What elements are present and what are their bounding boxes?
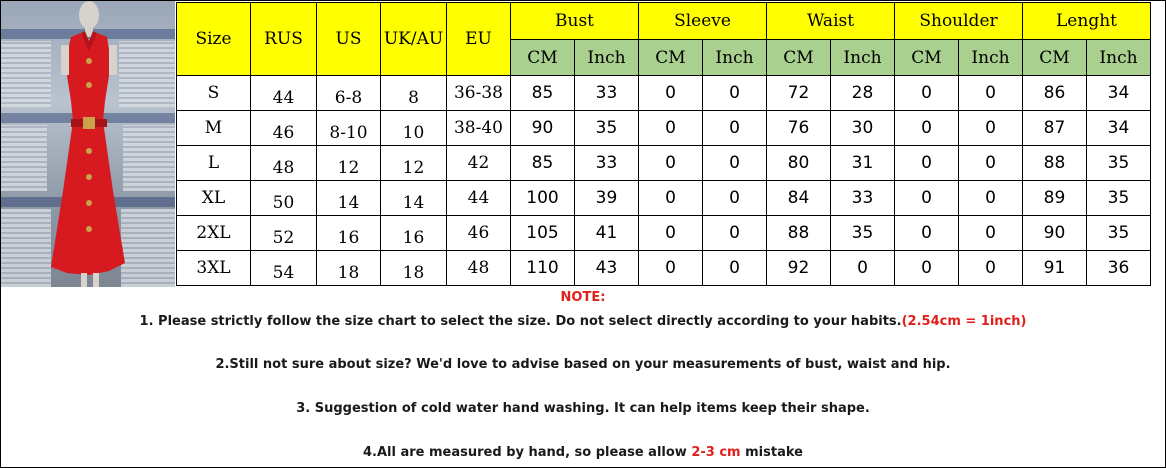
cell-sleeve-cm: 0 (639, 251, 703, 286)
cell-sleeve-inch: 0 (703, 251, 767, 286)
size-chart-table (176, 2, 1151, 286)
note-line-1-text: 1. Please strictly follow the size chart to select the size. Do not select directly according to your habits. (139, 314, 902, 329)
cell-shoulder-cm: 0 (895, 251, 959, 286)
cell-eu: 36-38 (447, 76, 511, 111)
cell-waist-cm: 88 (767, 216, 831, 251)
cell-shoulder-cm: 0 (895, 216, 959, 251)
cell-rus: 50 (251, 181, 317, 216)
cell-waist-cm: 72 (767, 76, 831, 111)
cell-bust-cm: 85 (511, 146, 575, 181)
note-line-2: 2.Still not sure about size? We'd love to advise based on your measurements of bust, waist and hip. (215, 357, 951, 372)
cell-length-cm: 88 (1023, 146, 1087, 181)
table-row (177, 76, 1151, 111)
size-rows (177, 76, 1151, 286)
cell-length-cm: 89 (1023, 181, 1087, 216)
cell-rus: 48 (251, 146, 317, 181)
cell-waist-inch: 31 (831, 146, 895, 181)
cell-size: XL (177, 181, 251, 216)
cell-waist-inch: 33 (831, 181, 895, 216)
cell-sleeve-inch: 0 (703, 216, 767, 251)
cell-shoulder-inch: 0 (959, 146, 1023, 181)
cell-length-inch: 35 (1087, 146, 1151, 181)
cell-shoulder-inch: 0 (959, 76, 1023, 111)
note-line-4-end: mistake (740, 445, 803, 460)
note-line-4 (0, 445, 1166, 460)
cell-ukau: 10 (381, 111, 447, 146)
cell-length-inch: 35 (1087, 216, 1151, 251)
cell-waist-cm: 76 (767, 111, 831, 146)
cell-bust-cm: 105 (511, 216, 575, 251)
cell-bust-inch: 41 (575, 216, 639, 251)
cell-shoulder-inch: 0 (959, 251, 1023, 286)
cell-shoulder-cm: 0 (895, 111, 959, 146)
cell-sleeve-cm: 0 (639, 76, 703, 111)
cell-us: 6-8 (317, 76, 381, 111)
cell-sleeve-inch: 0 (703, 111, 767, 146)
unit-header: CM (639, 40, 703, 76)
cell-us: 12 (317, 146, 381, 181)
header-ukau: UK/AU (381, 3, 447, 76)
header-shoulder: Shoulder (895, 3, 1023, 40)
cell-size: 2XL (177, 216, 251, 251)
cell-shoulder-cm: 0 (895, 146, 959, 181)
cell-waist-inch: 0 (831, 251, 895, 286)
cell-rus: 46 (251, 111, 317, 146)
product-photo (1, 1, 175, 287)
cell-bust-inch: 33 (575, 76, 639, 111)
cell-sleeve-cm: 0 (639, 146, 703, 181)
unit-header: Inch (575, 40, 639, 76)
cell-sleeve-inch: 0 (703, 76, 767, 111)
cell-ukau: 12 (381, 146, 447, 181)
cell-us: 18 (317, 251, 381, 286)
cell-eu: 44 (447, 181, 511, 216)
cell-shoulder-cm: 0 (895, 76, 959, 111)
header-waist: Waist (767, 3, 895, 40)
cell-ukau: 18 (381, 251, 447, 286)
table-row (177, 216, 1151, 251)
cell-us: 8-10 (317, 111, 381, 146)
header-sleeve: Sleeve (639, 3, 767, 40)
unit-header: Inch (959, 40, 1023, 76)
header-us: US (317, 3, 381, 76)
cell-us: 16 (317, 216, 381, 251)
cell-size: 3XL (177, 251, 251, 286)
header-eu: EU (447, 3, 511, 76)
cell-length-inch: 35 (1087, 181, 1151, 216)
table-row (177, 181, 1151, 216)
cell-sleeve-cm: 0 (639, 181, 703, 216)
header-rus: RUS (251, 3, 317, 76)
cell-length-inch: 36 (1087, 251, 1151, 286)
cell-us: 14 (317, 181, 381, 216)
cell-size: S (177, 76, 251, 111)
unit-header: CM (767, 40, 831, 76)
cell-bust-inch: 43 (575, 251, 639, 286)
table-row (177, 251, 1151, 286)
note-line-1 (0, 314, 1166, 329)
cell-length-inch: 34 (1087, 76, 1151, 111)
table-row (177, 111, 1151, 146)
cell-length-cm: 91 (1023, 251, 1087, 286)
cell-sleeve-cm: 0 (639, 111, 703, 146)
cell-length-cm: 90 (1023, 216, 1087, 251)
header-length: Lenght (1023, 3, 1151, 40)
note-line-4-text: 4.All are measured by hand, so please allow (363, 445, 692, 460)
table-row (177, 146, 1151, 181)
cell-bust-inch: 39 (575, 181, 639, 216)
unit-header: Inch (1087, 40, 1151, 76)
cell-length-cm: 86 (1023, 76, 1087, 111)
cell-sleeve-inch: 0 (703, 146, 767, 181)
cell-ukau: 8 (381, 76, 447, 111)
unit-header: Inch (831, 40, 895, 76)
red-dress-figure (1, 1, 175, 287)
cell-ukau: 14 (381, 181, 447, 216)
unit-header: Inch (703, 40, 767, 76)
cell-length-inch: 34 (1087, 111, 1151, 146)
unit-header: CM (895, 40, 959, 76)
note-line-1-highlight: (2.54cm = 1inch) (901, 314, 1027, 329)
cell-eu: 42 (447, 146, 511, 181)
cell-waist-cm: 92 (767, 251, 831, 286)
cell-waist-inch: 30 (831, 111, 895, 146)
cell-bust-cm: 110 (511, 251, 575, 286)
note-line-3: 3. Suggestion of cold water hand washing. It can help items keep their shape. (296, 401, 870, 416)
cell-size: M (177, 111, 251, 146)
cell-bust-cm: 100 (511, 181, 575, 216)
cell-rus: 44 (251, 76, 317, 111)
cell-rus: 54 (251, 251, 317, 286)
cell-shoulder-cm: 0 (895, 181, 959, 216)
unit-header: CM (511, 40, 575, 76)
cell-waist-cm: 84 (767, 181, 831, 216)
cell-eu: 48 (447, 251, 511, 286)
cell-sleeve-cm: 0 (639, 216, 703, 251)
header-bust: Bust (511, 3, 639, 40)
cell-ukau: 16 (381, 216, 447, 251)
cell-waist-cm: 80 (767, 146, 831, 181)
header-size: Size (177, 3, 251, 76)
cell-rus: 52 (251, 216, 317, 251)
cell-shoulder-inch: 0 (959, 111, 1023, 146)
cell-length-cm: 87 (1023, 111, 1087, 146)
cell-shoulder-inch: 0 (959, 216, 1023, 251)
unit-header: CM (1023, 40, 1087, 76)
cell-bust-inch: 35 (575, 111, 639, 146)
cell-waist-inch: 28 (831, 76, 895, 111)
cell-eu: 46 (447, 216, 511, 251)
cell-shoulder-inch: 0 (959, 181, 1023, 216)
cell-sleeve-inch: 0 (703, 181, 767, 216)
cell-size: L (177, 146, 251, 181)
notes-title: NOTE: (560, 290, 606, 305)
cell-bust-cm: 90 (511, 111, 575, 146)
cell-bust-inch: 33 (575, 146, 639, 181)
note-line-4-highlight: 2-3 cm (691, 445, 741, 460)
cell-eu: 38-40 (447, 111, 511, 146)
cell-bust-cm: 85 (511, 76, 575, 111)
cell-waist-inch: 35 (831, 216, 895, 251)
